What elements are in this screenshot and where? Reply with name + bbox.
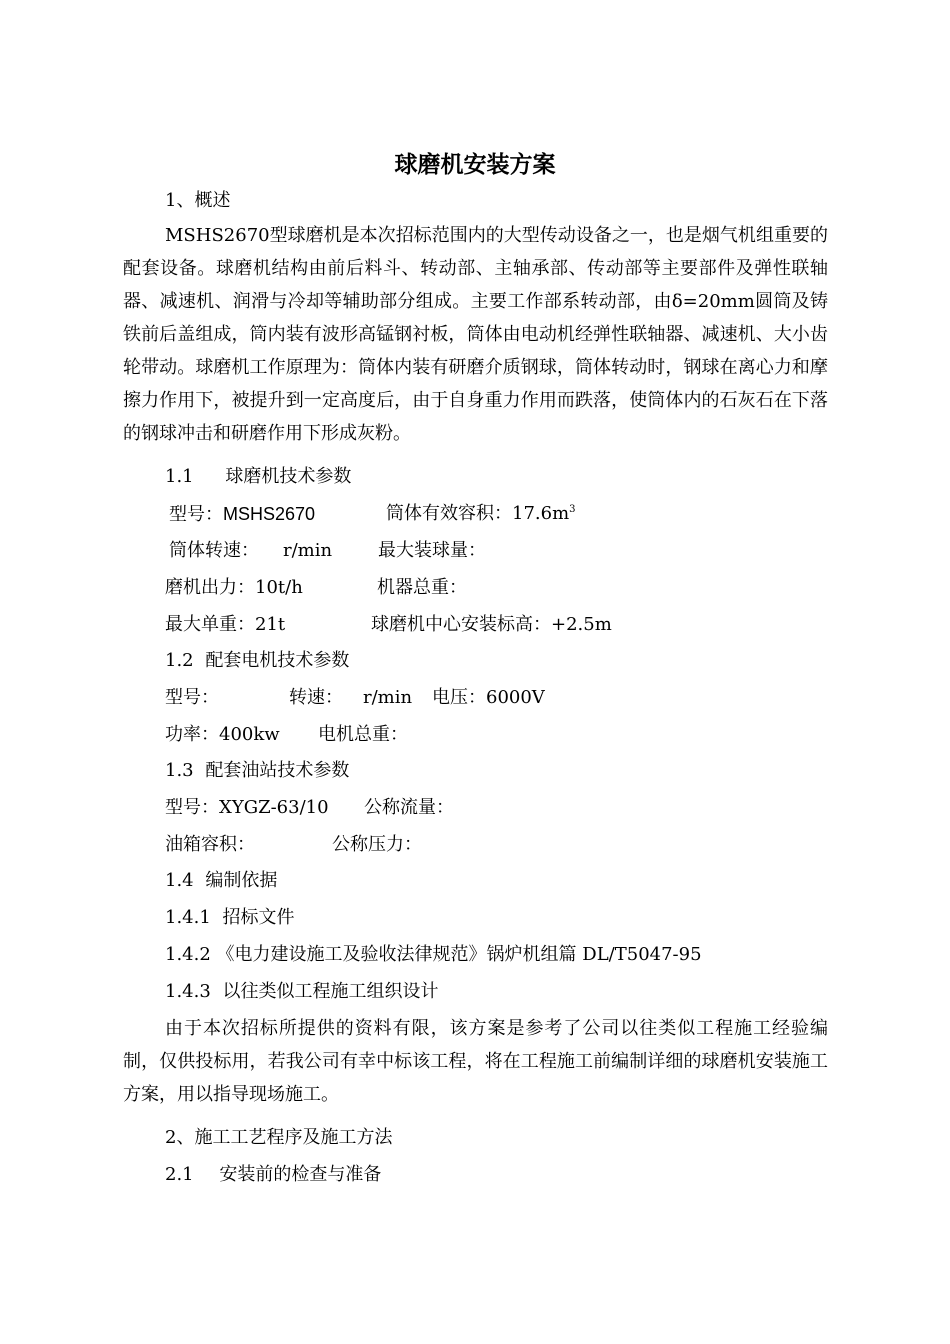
ball-load-field: 最大装球量：: [378, 540, 486, 561]
install-elevation-field: [371, 614, 612, 636]
voltage-label: 电压：: [432, 687, 486, 708]
speed-unit: r/min: [363, 687, 413, 708]
basis-note-paragraph: 由于本次招标所提供的资料有限，该方案是参考了公司以往类似工程施工经验编制，仅供投标用，若我公司有幸中标该工程，将在工程施工前编制详细的球磨机安装施工方案，用以指导现场施工。: [123, 1018, 828, 1105]
item-text: 以往类似工程施工组织设计: [222, 981, 439, 1002]
power-value: 400kw: [219, 724, 280, 745]
basis-item-3: [165, 981, 439, 1003]
power-label: 功率：: [165, 724, 219, 745]
section-2-1-heading: [165, 1164, 381, 1186]
basis-item-2: [165, 944, 702, 966]
item-number: 1.4.3: [165, 981, 211, 1002]
volume-label: 筒体有效容积：: [386, 503, 512, 524]
section-title: 配套油站技术参数: [205, 760, 350, 781]
item-number: 1.4.1: [165, 907, 211, 928]
max-unit-weight-field: [165, 614, 285, 636]
speed-label: 转速：: [289, 687, 343, 708]
speed-unit: r/min: [283, 540, 333, 561]
max-unit-value: 21t: [255, 614, 286, 635]
volume-value: 17.6m: [512, 503, 570, 524]
section-1-3-heading: [165, 760, 349, 782]
motor-voltage-field: [432, 687, 545, 709]
motor-model-field: 型号：: [165, 687, 219, 708]
section-1-1-heading: [165, 466, 351, 488]
volume-superscript: 3: [569, 504, 576, 515]
speed-label: 筒体转速：: [169, 540, 259, 561]
section-1-2-heading: [165, 650, 349, 672]
model-value: XYGZ-63/10: [219, 797, 329, 818]
oil-station-model-field: [165, 797, 329, 819]
mill-output-field: [165, 577, 303, 599]
elevation-value: +2.5m: [551, 614, 612, 635]
model-value: MSHS2670: [223, 504, 316, 524]
section-2-heading: 2、施工工艺程序及施工方法: [165, 1127, 393, 1148]
model-label: 型号：: [169, 504, 223, 525]
item-text: 《电力建设施工及验收法律规范》锅炉机组篇: [216, 944, 577, 965]
model-label: 型号：: [165, 797, 219, 818]
mill-volume-field: [386, 503, 576, 525]
section-1-4-heading: [165, 870, 277, 892]
nominal-flow-field: 公称流量：: [364, 797, 454, 818]
section-number: 1.2: [165, 650, 194, 671]
section-title: 配套电机技术参数: [205, 650, 350, 671]
section-number: 1.3: [165, 760, 194, 781]
section-title: 球磨机技术参数: [225, 466, 352, 487]
section-number: 2.1: [165, 1164, 194, 1185]
item-number: 1.4.2: [165, 944, 211, 965]
section-number: 1.4: [165, 870, 194, 891]
machine-weight-field: 机器总重：: [377, 577, 467, 598]
section-title: 安装前的检查与准备: [219, 1164, 382, 1185]
section-1-heading: 1、概述: [165, 190, 231, 211]
section-title: 编制依据: [205, 870, 278, 891]
max-unit-label: 最大单重：: [165, 614, 255, 635]
voltage-value: 6000V: [486, 687, 545, 708]
output-value: 10t/h: [255, 577, 303, 598]
mill-model-row: [169, 503, 315, 526]
section-number: 1.1: [165, 466, 194, 487]
output-label: 磨机出力：: [165, 577, 255, 598]
mill-speed-field: [169, 540, 332, 562]
item-text: 招标文件: [222, 907, 295, 928]
motor-weight-field: 电机总重：: [318, 724, 408, 745]
basis-item-1: [165, 907, 295, 929]
nominal-pressure-field: 公称压力：: [332, 834, 422, 855]
elevation-label: 球磨机中心安装标高：: [371, 614, 551, 635]
motor-power-field: [165, 724, 280, 746]
overview-paragraph: MSHS2670型球磨机是本次招标范围内的大型传动设备之一，也是烟气机组重要的配套设备。球磨机结构由前后料斗、转动部、主轴承部、传动部等主要部件及弹性联轴器、减速机、润滑与冷却等辅助部分组成。主要工作部系转动部，由δ=20mm圆筒及铸铁前后盖组成，筒内装有波形高锰钢衬板，筒体由电动机经弹性联轴器、减速机、大小齿轮带动。球磨机工作原理为：筒体内装有研磨介质钢球，筒体转动时，钢球在离心力和摩擦力作用下，被提升到一定高度后，由于自身重力作用而跌落，使筒体内的石灰石在下落的钢球冲击和研磨作用下形成灰粉。: [123, 225, 828, 444]
motor-speed-field: [289, 687, 412, 709]
item-code: DL/T5047-95: [582, 944, 702, 965]
oil-tank-volume-field: 油箱容积：: [165, 834, 255, 855]
document-title: 球磨机安装方案: [394, 151, 556, 178]
